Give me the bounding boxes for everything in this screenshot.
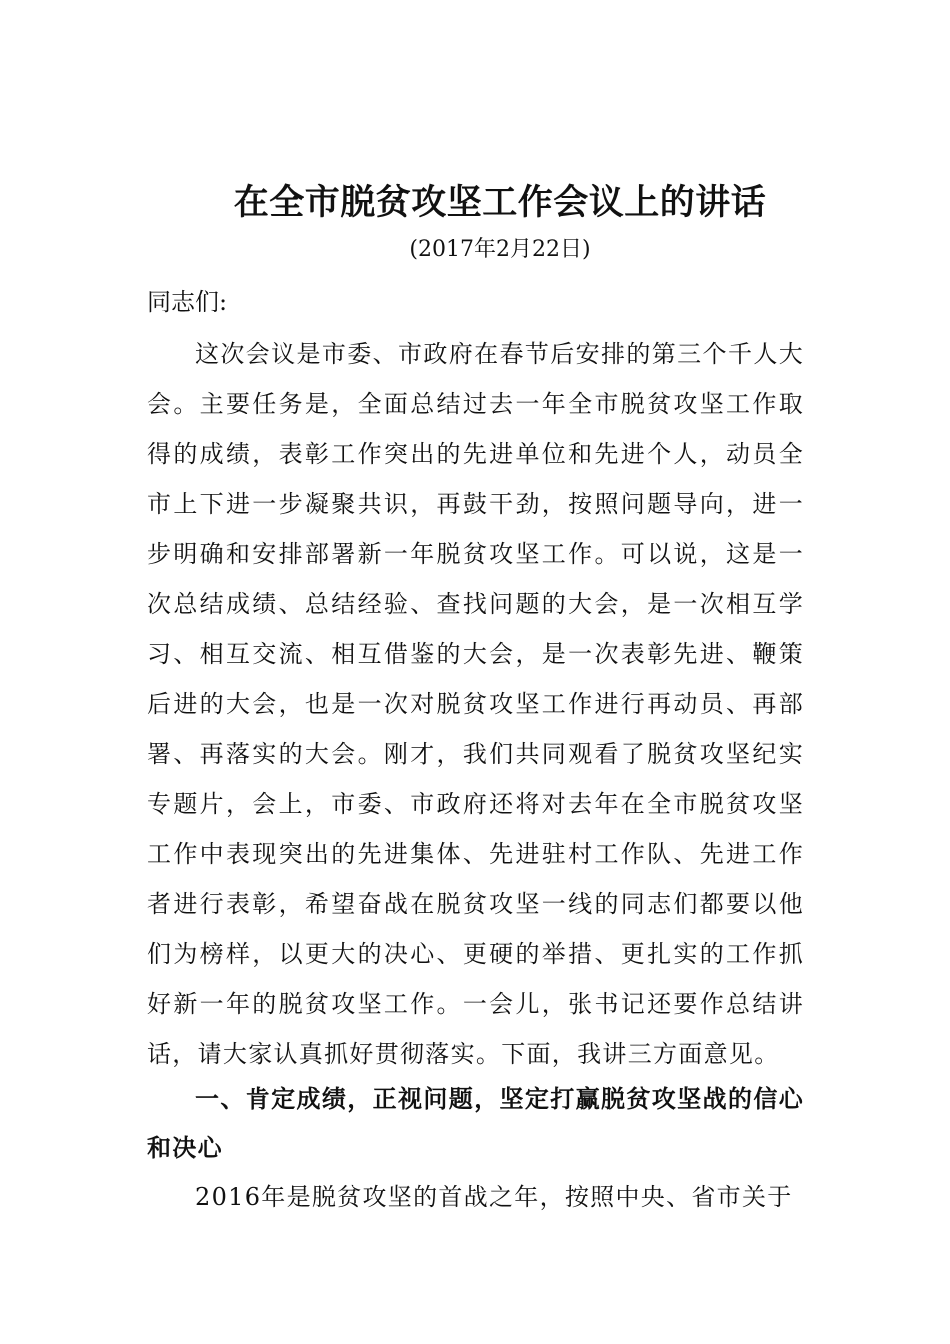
body-paragraph-2: 2016年是脱贫攻坚的首战之年，按照中央、省市关于 <box>195 1183 793 1211</box>
salutation: 同志们: <box>147 288 228 316</box>
document-title: 在全市脱贫攻坚工作会议上的讲话 <box>233 183 767 223</box>
body-paragraph-1: 这次会议是市委、市政府在春节后安排的第三个千人大会。主要任务是，全面总结过去一年全市脱贫攻坚工作取得的成绩，表彰工作突出的先进单位和先进个人，动员全市上下进一步凝聚共识，再鼓干劲，按照问题导向，进一步明确和安排部署新一年脱贫攻坚工作。可以说，这是一次总结成绩、总结经验、查找问题的大会，是一次相互学习、相互交流、相互借鉴的大会，是一次表彰先进、鞭策后进的大会，也是一次对脱贫攻坚工作进行再动员、再部署、再落实的大会。刚才，我们共同观看了脱贫攻坚纪实专题片，会上，市委、市政府还将对去年在全市脱贫攻坚工作中表现突出的先进集体、先进驻村工作队、先进工作者进行表彰，希望奋战在脱贫攻坚一线的同志们都要以他们为榜样，以更大的决心、更硬的举措、更扎实的工作抓好新一年的脱贫攻坚工作。一会儿，张书记还要作总结讲话，请大家认真抓好贯彻落实。下面，我讲三方面意见。 <box>147 340 804 1068</box>
document-date: (2017年2月22日) <box>409 237 591 262</box>
section-heading-1: 一、肯定成绩，正视问题，坚定打赢脱贫攻坚战的信心和决心 <box>147 1085 804 1162</box>
